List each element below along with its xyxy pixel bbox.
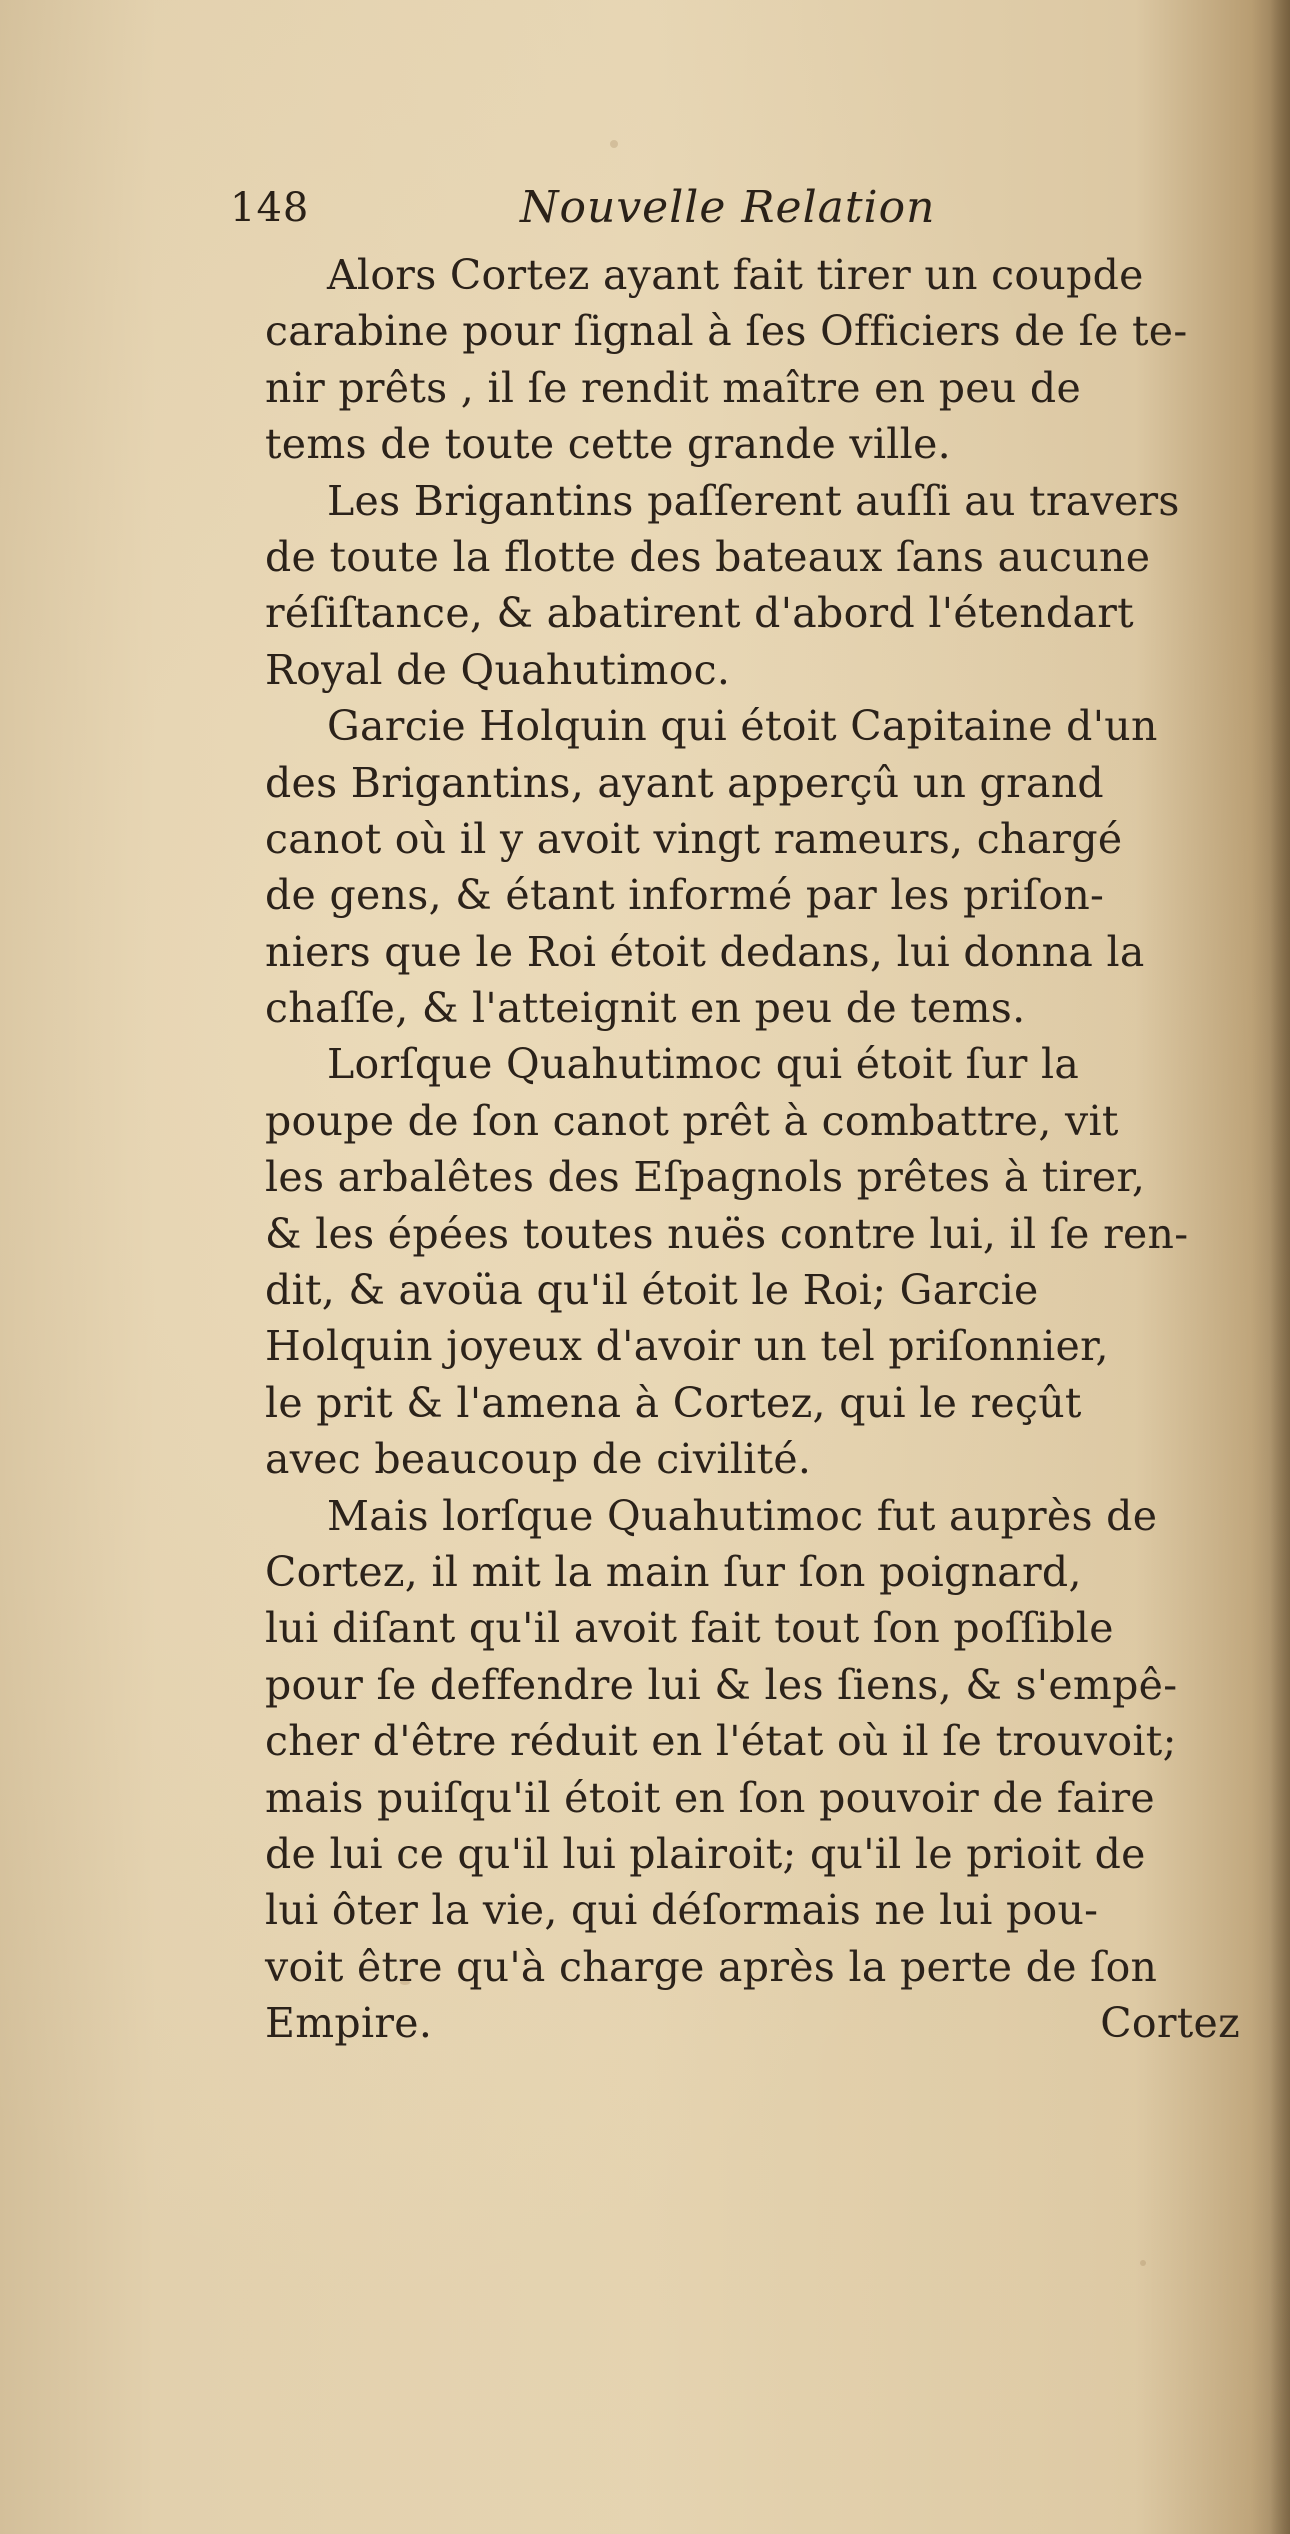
text-line — [265, 1995, 1240, 2051]
page-number: 148 — [230, 185, 310, 231]
text-line: dit, & avoüa qu'il étoit le Roi; Garcie — [265, 1266, 1039, 1315]
text-line: pour ſe deffendre lui & les ſiens, & s'empê- — [265, 1660, 1178, 1709]
text-line: canot où il y avoit vingt rameurs, chargé — [265, 814, 1123, 863]
running-title: Nouvelle Relation — [520, 182, 936, 233]
paper-stain — [610, 140, 618, 148]
page-header — [230, 178, 1110, 238]
text-line: lui ôter la vie, qui déſormais ne lui pou- — [265, 1886, 1099, 1935]
catchword: Cortez — [1100, 1999, 1240, 2048]
text-line: des Brigantins, ayant apperçû un grand — [265, 758, 1104, 807]
text-line: nir prêts , il ſe rendit maître en peu de — [265, 363, 1082, 412]
gutter-shadow — [1270, 0, 1290, 2534]
text-line: poupe de ſon canot prêt à combattre, vit — [265, 1096, 1119, 1145]
text-line: le prit & l'amena à Cortez, qui le reçût — [265, 1378, 1082, 1427]
text-line: de lui ce qu'il lui plairoit; qu'il le prioit de — [265, 1829, 1146, 1878]
text-line: Les Brigantins paſſerent auſſi au travers — [327, 476, 1180, 525]
text-line: Holquin joyeux d'avoir un tel priſonnier, — [265, 1322, 1109, 1371]
text-line: mais puiſqu'il étoit en ſon pouvoir de faire — [265, 1773, 1155, 1822]
text-line: cher d'être réduit en l'état où il ſe trouvoit; — [265, 1717, 1177, 1766]
text-line: carabine pour ſignal à ſes Officiers de ſe te- — [265, 307, 1188, 356]
text-line: de gens, & étant informé par les priſon- — [265, 871, 1105, 920]
text-line: réſiſtance, & abatirent d'abord l'étendart — [265, 589, 1134, 638]
body-text — [265, 247, 1240, 2052]
text-line: niers que le Roi étoit dedans, lui donna la — [265, 927, 1145, 976]
text-line: Garcie Holquin qui étoit Capitaine d'un — [327, 702, 1158, 751]
text-line: voit être qu'à charge après la perte de ſon — [265, 1942, 1158, 1991]
text-line: Cortez, il mit la main ſur ſon poignard, — [265, 1547, 1082, 1596]
text-line: Lorſque Quahutimoc qui étoit ſur la — [327, 1040, 1080, 1089]
paper-stain — [1140, 2260, 1146, 2266]
text-line: Alors Cortez ayant fait tirer un coupde — [327, 251, 1144, 299]
text-line: Mais lorſque Quahutimoc fut auprès de — [327, 1491, 1158, 1540]
text-line: & les épées toutes nuës contre lui, il ſe ren- — [265, 1209, 1189, 1258]
last-line-text: Empire. — [265, 1999, 433, 2048]
text-line: les arbalêtes des Eſpagnols prêtes à tirer, — [265, 1153, 1146, 1202]
text-line: avec beaucoup de civilité. — [265, 1435, 812, 1484]
text-line: Royal de Quahutimoc. — [265, 645, 731, 694]
text-line: tems de toute cette grande ville. — [265, 420, 951, 469]
text-line: de toute la flotte des bateaux ſans aucune — [265, 532, 1151, 581]
text-line: lui diſant qu'il avoit fait tout ſon poſſible — [265, 1604, 1114, 1653]
text-line: chaſſe, & l'atteignit en peu de tems. — [265, 984, 1026, 1033]
